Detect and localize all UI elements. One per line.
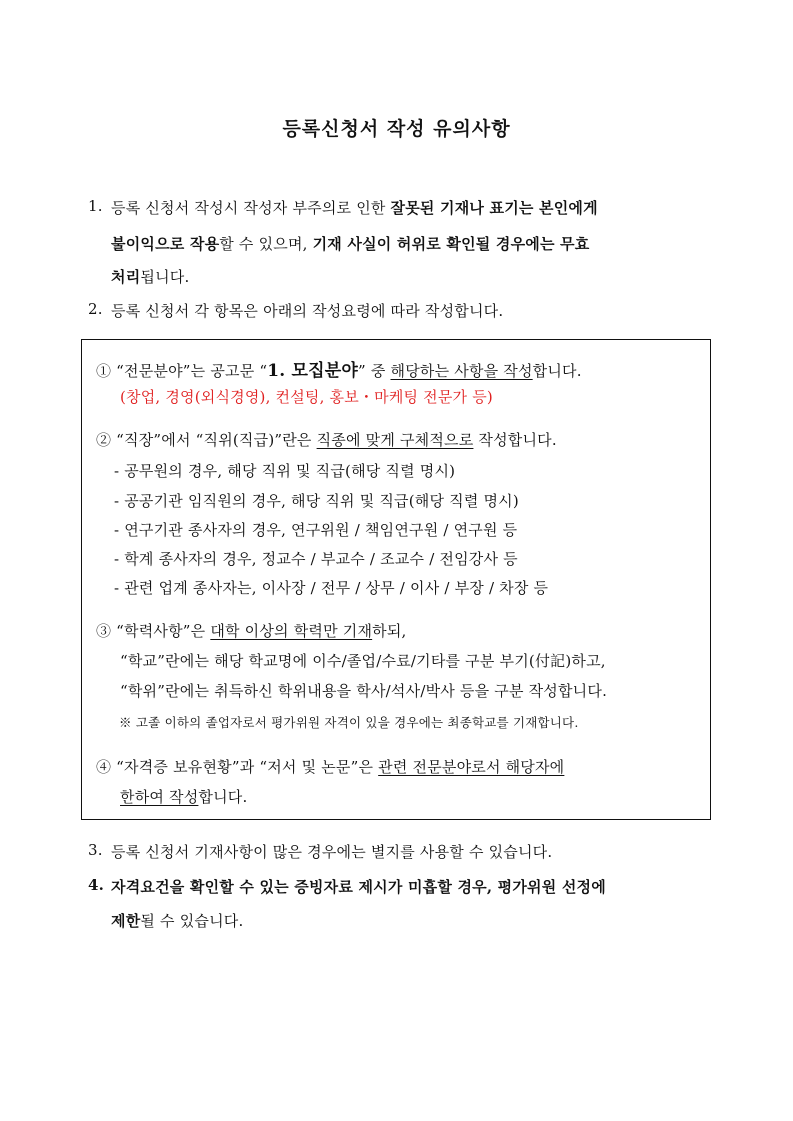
section-4-line-2 (120, 786, 247, 807)
item-2-text: 등록 신청서 각 항목은 아래의 작성요령에 따라 작성합니다. (111, 302, 504, 320)
item-1-number: 1. (88, 197, 103, 215)
item-4-text: 될 수 있습니다. (140, 912, 244, 930)
section-2-text-2: 작성합니다. (473, 431, 557, 449)
item-1-line-1 (111, 197, 598, 218)
section-3-text: ③ “학력사항”은 (96, 622, 211, 640)
section-1-examples: (창업, 경영(외식경영), 컨설팅, 홍보・마케팅 전문가 등) (120, 388, 493, 406)
section-1-text: ① “전문분야”는 공고문 “ (96, 362, 268, 380)
item-1-text-2: 할 수 있으며, (219, 235, 313, 253)
item-3-number: 3. (88, 841, 103, 859)
section-2-item: - 학계 종사자의 경우, 정교수 / 부교수 / 조교수 / 전임강사 등 (114, 550, 518, 568)
item-4-line-1: 자격요건을 확인할 수 있는 증빙자료 제시가 미흡할 경우, 평가위원 선정에 (111, 878, 606, 896)
section-2-item: - 관련 업계 종사자는, 이사장 / 전무 / 상무 / 이사 / 부장 / 차장 등 (114, 579, 549, 597)
section-1-text-3: 합니다. (532, 362, 582, 380)
recruitment-field-label: 1. 모집분야 (267, 361, 358, 381)
item-1-text: 등록 신청서 작성시 작성자 부주의로 인한 (111, 199, 391, 217)
item-1-line-3 (111, 266, 189, 287)
item-4-number: 4. (88, 876, 105, 894)
section-2-item: - 연구기관 종사자의 경우, 연구위원 / 책임연구원 / 연구원 등 (114, 521, 518, 539)
item-1-emphasis-4: 처리 (111, 268, 141, 286)
section-3-underline: 대학 이상의 학력만 기재 (210, 622, 373, 640)
section-2-line-1 (96, 429, 557, 450)
section-1-line-1 (96, 356, 582, 381)
section-3-line-3: “학위”란에는 취득하신 학위내용을 학사/석사/박사 등을 구분 작성합니다. (120, 682, 608, 700)
section-2-text: ② “직장”에서 “직위(직급)”란은 (96, 431, 317, 449)
section-3-line-1 (96, 620, 407, 641)
item-1-emphasis-2: 불이익으로 작용 (111, 235, 220, 253)
item-4-line-2 (111, 910, 243, 931)
section-4-underline: 관련 전문분야로서 해당자에 (378, 758, 565, 776)
page-title: 등록신청서 작성 유의사항 (282, 118, 511, 140)
section-1-text-2: ” 중 (358, 362, 391, 380)
section-4-text-2: 합니다. (198, 788, 248, 806)
section-3-text-2: 하되, (372, 622, 407, 640)
section-3-line-2: “학교”란에는 해당 학교명에 이수/졸업/수료/기타를 구분 부기(付記)하고, (120, 652, 606, 670)
section-2-item: - 공공기관 임직원의 경우, 해당 직위 및 직급(해당 직렬 명시) (114, 492, 519, 510)
item-1-emphasis-3: 기재 사실이 허위로 확인될 경우에는 무효 (312, 235, 590, 253)
item-4-emphasis: 제한 (111, 912, 141, 930)
section-3-note: ※ 고졸 이하의 졸업자로서 평가위원 자격이 있을 경우에는 최종학교를 기재합니다. (119, 715, 579, 730)
section-2-item: - 공무원의 경우, 해당 직위 및 직급(해당 직렬 명시) (114, 462, 456, 480)
section-4-underline-2: 한하여 작성 (120, 788, 199, 806)
item-2-number: 2. (88, 300, 103, 318)
item-1-emphasis: 잘못된 기재나 표기는 본인에게 (390, 199, 598, 217)
section-4-line-1 (96, 756, 564, 777)
item-3-text: 등록 신청서 기재사항이 많은 경우에는 별지를 사용할 수 있습니다. (111, 843, 553, 861)
item-1-line-2 (111, 233, 589, 254)
section-1-underline: 해당하는 사항을 작성 (390, 362, 533, 380)
section-2-underline: 직종에 맞게 구체적으로 (316, 431, 474, 449)
item-1-text-3: 됩니다. (140, 268, 190, 286)
section-4-text: ④ “자격증 보유현황”과 “저서 및 논문”은 (96, 758, 379, 776)
